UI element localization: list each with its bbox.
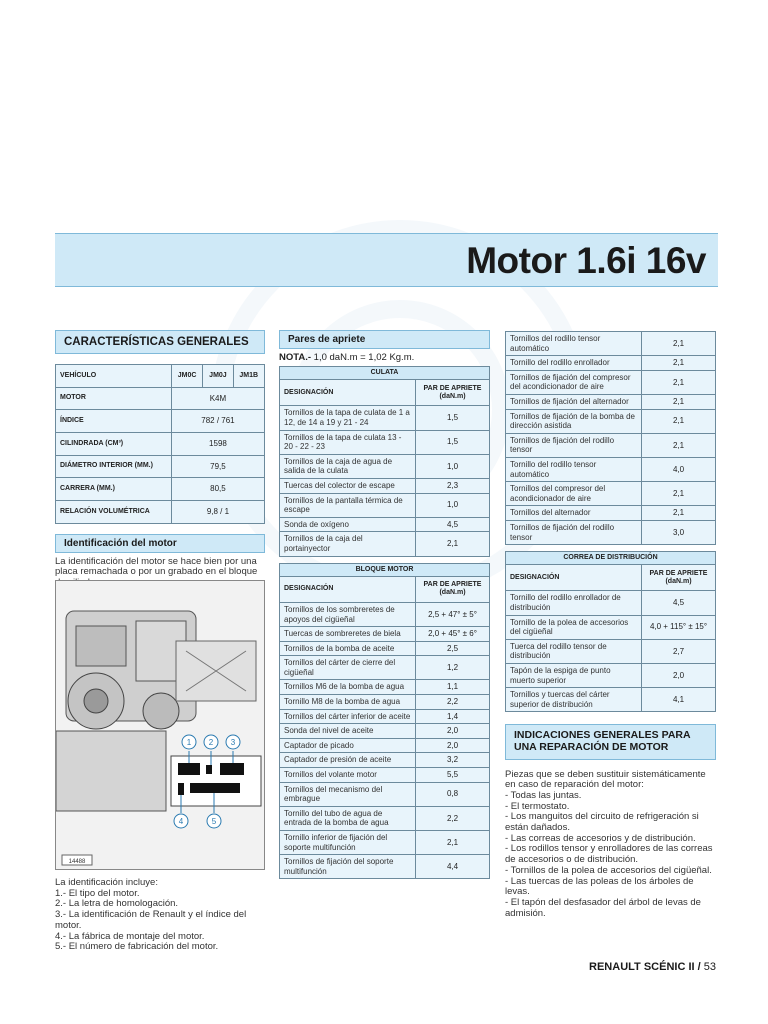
par-cell: 1,1: [416, 680, 490, 695]
par-cell: 2,5: [416, 641, 490, 656]
designacion-cell: Tornillos de la caja de agua de salida de la culata: [280, 454, 416, 478]
specs-table: [55, 364, 265, 524]
nota-text: 1,0 daN.m = 1,02 Kg.m.: [313, 352, 415, 363]
column-right: [505, 331, 716, 920]
identificacion-items: [55, 889, 267, 953]
table-row: [506, 688, 716, 712]
designacion-cell: Tornillo del rodillo enrollador de distribución: [506, 591, 642, 615]
specs-label: CILINDRADA (CM³): [56, 433, 172, 456]
designacion-cell: Tornillos del mecanismo del embrague: [280, 782, 416, 806]
pares-heading: Pares de apriete: [279, 330, 490, 349]
table-row: [280, 680, 490, 695]
identificacion-list-intro: La identificación incluye:: [55, 877, 158, 888]
designacion-cell: Captador de picado: [280, 738, 416, 753]
table-header-row: [506, 565, 716, 591]
list-item: - Los rodillos tensor y enrolladores de las correas de accesorios o de distribución.: [505, 843, 713, 866]
designacion-cell: Tuerca del rodillo tensor de distribución: [506, 639, 642, 663]
par-cell: 2,0: [642, 664, 716, 688]
table-row: [506, 615, 716, 639]
par-cell: 2,3: [416, 478, 490, 493]
table-caption-row: [280, 367, 490, 380]
culata-table: [279, 366, 490, 557]
par-cell: 3,2: [416, 753, 490, 768]
par-cell: 2,1: [642, 370, 716, 394]
table-row: [280, 806, 490, 830]
par-cell: 4,0: [642, 457, 716, 481]
par-cell: 4,5: [642, 591, 716, 615]
specs-row: [56, 387, 265, 410]
list-item: - El termostato.: [505, 800, 570, 812]
specs-header-col: JM0J: [203, 365, 233, 388]
specs-header-col: JM1B: [233, 365, 265, 388]
par-cell: 1,5: [416, 430, 490, 454]
designacion-cell: Tornillos del rodillo tensor automático: [506, 332, 642, 356]
table-caption: CORREA DE DISTRIBUCIÓN: [506, 552, 716, 565]
par-cell: 4,1: [642, 688, 716, 712]
designacion-cell: Tornillos de fijación del rodillo tensor: [506, 520, 642, 544]
par-cell: 2,7: [642, 639, 716, 663]
table-row: [280, 724, 490, 739]
table-header-row: [280, 380, 490, 406]
specs-value: 782 / 761: [171, 410, 264, 433]
designacion-cell: Tornillos de la tapa de culata de 1 a 12, de 14 a 19 y 21 - 24: [280, 406, 416, 430]
table-row: [506, 356, 716, 371]
table-row: [506, 639, 716, 663]
list-item: - Todas las juntas.: [505, 789, 582, 801]
column-left: [55, 330, 265, 589]
table-caption: BLOQUE MOTOR: [280, 563, 490, 576]
specs-label: RELACIÓN VOLUMÉTRICA: [56, 501, 172, 524]
list-item: - El tapón del desfasador del árbol de levas de admisión.: [505, 897, 701, 919]
designacion-cell: Tornillos de la pantalla térmica de escape: [280, 493, 416, 517]
par-cell: 0,8: [416, 782, 490, 806]
par-cell: 4,0 + 115° ± 15°: [642, 615, 716, 639]
callout-3: 3: [230, 738, 236, 747]
designacion-cell: Tornillos del alternador: [506, 506, 642, 521]
designacion-cell: Tornillos de fijación del rodillo tensor: [506, 433, 642, 457]
correa-table: [505, 551, 716, 712]
table-row: [280, 768, 490, 783]
par-cell: 2,1: [642, 356, 716, 371]
specs-row: [56, 433, 265, 456]
specs-row: [56, 501, 265, 524]
par-cell: 2,1: [642, 332, 716, 356]
designacion-cell: Tornillos y tuercas del cárter superior de distribución: [506, 688, 642, 712]
specs-value: 9,8 / 1: [171, 501, 264, 524]
designacion-cell: Tornillos de fijación del compresor del acondicionador de aire: [506, 370, 642, 394]
identificacion-list: [55, 878, 267, 953]
table-row: [280, 627, 490, 642]
table-row: [506, 433, 716, 457]
indicaciones-heading: INDICACIONES GENERALES PARA UNA REPARACIÓN DE MOTOR: [505, 724, 716, 759]
par-cell: 2,1: [642, 394, 716, 409]
specs-row: [56, 478, 265, 501]
table-row: [280, 753, 490, 768]
par-cell: 2,0: [416, 738, 490, 753]
par-cell: 3,0: [642, 520, 716, 544]
par-cell: 2,0: [416, 724, 490, 739]
col-designacion: DESIGNACIÓN: [506, 565, 642, 591]
par-cell: 4,5: [416, 517, 490, 532]
par-cell: 2,2: [416, 806, 490, 830]
col-par-apriete: PAR DE APRIETE (daN.m): [642, 565, 716, 591]
specs-label: MOTOR: [56, 387, 172, 410]
table-row: [280, 695, 490, 710]
designacion-cell: Tornillos de fijación de la bomba de dirección asistida: [506, 409, 642, 433]
designacion-cell: Captador de presión de aceite: [280, 753, 416, 768]
par-cell: 1,2: [416, 656, 490, 680]
specs-label: CARRERA (MM.): [56, 478, 172, 501]
designacion-cell: Tornillos de la caja del portainyector: [280, 532, 416, 556]
par-cell: 2,1: [416, 532, 490, 556]
accesorios-table: [505, 331, 716, 545]
bloque-table: [279, 563, 490, 880]
table-row: [280, 493, 490, 517]
table-row: [280, 656, 490, 680]
title-band: [55, 233, 718, 287]
designacion-cell: Tornillo de la polea de accesorios del cigüeñal: [506, 615, 642, 639]
designacion-cell: Tornillo M8 de la bomba de agua: [280, 695, 416, 710]
table-row: [506, 457, 716, 481]
table-row: [280, 517, 490, 532]
designacion-cell: Tornillos de fijación del soporte multifunción: [280, 855, 416, 879]
specs-label: DIÁMETRO INTERIOR (MM.): [56, 455, 172, 478]
designacion-cell: Tuercas de sombreretes de biela: [280, 627, 416, 642]
table-row: [506, 591, 716, 615]
par-cell: 1,4: [416, 709, 490, 724]
par-cell: 2,1: [642, 482, 716, 506]
table-row: [506, 394, 716, 409]
table-row: [506, 409, 716, 433]
list-item: 3.- La identificación de Renault y el índice del motor.: [55, 909, 247, 931]
list-item: 4.- La fábrica de montaje del motor.: [55, 930, 205, 942]
list-item: 5.- El número de fabricación del motor.: [55, 941, 219, 953]
footer-brand: RENAULT SCÉNIC II: [589, 961, 695, 973]
specs-header-row: [56, 365, 265, 388]
specs-header-col: JM0C: [171, 365, 202, 388]
caracteristicas-heading: CARACTERÍSTICAS GENERALES: [55, 330, 265, 354]
callout-5: 5: [211, 817, 217, 826]
table-row: [506, 332, 716, 356]
par-cell: 4,4: [416, 855, 490, 879]
designacion-cell: Tornillos del cárter de cierre del cigüeñal: [280, 656, 416, 680]
par-cell: 5,5: [416, 768, 490, 783]
designacion-cell: Sonda de oxígeno: [280, 517, 416, 532]
nota-label: NOTA.-: [279, 352, 312, 363]
designacion-cell: Tornillo del rodillo enrollador: [506, 356, 642, 371]
col-par-apriete: PAR DE APRIETE (daN.m): [416, 380, 490, 406]
list-item: - Los manguitos del circuito de refrigeración si están dañados.: [505, 811, 699, 833]
table-row: [506, 520, 716, 544]
identificacion-intro: La identificación del motor se hace bien por una placa remachada o por un grabado en el bloque: [55, 555, 258, 578]
specs-value: K4M: [171, 387, 264, 410]
par-cell: 1,0: [416, 454, 490, 478]
par-cell: 2,1: [642, 409, 716, 433]
table-row: [280, 709, 490, 724]
par-cell: 2,2: [416, 695, 490, 710]
specs-row: [56, 410, 265, 433]
designacion-cell: Tornillos del volante motor: [280, 768, 416, 783]
specs-row: [56, 455, 265, 478]
table-caption-row: [280, 563, 490, 576]
designacion-cell: Tornillos de fijación del alternador: [506, 394, 642, 409]
designacion-cell: Tornillos de la bomba de aceite: [280, 641, 416, 656]
engine-diagram: [55, 580, 265, 870]
table-row: [280, 831, 490, 855]
indicaciones-intro: Piezas que se deben sustituir sistemáticamente en caso de reparación del motor:: [505, 768, 706, 791]
indicaciones-items: [505, 791, 716, 920]
table-row: [506, 506, 716, 521]
designacion-cell: Tornillos M6 de la bomba de agua: [280, 680, 416, 695]
designacion-cell: Tornillo del tubo de agua de entrada de la bomba de agua: [280, 806, 416, 830]
designacion-cell: Sonda del nivel de aceite: [280, 724, 416, 739]
table-row: [280, 532, 490, 556]
designacion-cell: Tornillo del rodillo tensor automático: [506, 457, 642, 481]
callout-2: 2: [208, 738, 214, 747]
designacion-cell: Tornillos de los sombreretes de apoyos del cigüeñal: [280, 602, 416, 626]
designacion-cell: Tornillos de la tapa de culata 13 - 20 - 22 - 23: [280, 430, 416, 454]
list-item: 1.- El tipo del motor.: [55, 887, 140, 899]
designacion-cell: Tornillos del compresor del acondicionador de aire: [506, 482, 642, 506]
table-row: [280, 782, 490, 806]
table-row: [280, 406, 490, 430]
table-row: [506, 370, 716, 394]
table-caption-row: [506, 552, 716, 565]
par-cell: 1,5: [416, 406, 490, 430]
col-par-apriete: PAR DE APRIETE (daN.m): [416, 576, 490, 602]
specs-value: 79,5: [171, 455, 264, 478]
col-designacion: DESIGNACIÓN: [280, 380, 416, 406]
list-item: - Tornillos de la polea de accesorios del cigüeñal.: [505, 864, 712, 876]
column-middle: [279, 330, 490, 879]
designacion-cell: Tapón de la espiga de punto muerto superior: [506, 664, 642, 688]
designacion-cell: Tornillos del cárter inferior de aceite: [280, 709, 416, 724]
specs-header-label: VEHÍCULO: [56, 365, 172, 388]
par-cell: 2,1: [642, 433, 716, 457]
table-row: [280, 602, 490, 626]
par-cell: 2,5 + 47° ± 5°: [416, 602, 490, 626]
col-designacion: DESIGNACIÓN: [280, 576, 416, 602]
list-item: - Las tuercas de las poleas de los árboles de levas.: [505, 875, 694, 898]
footer-sep: /: [697, 961, 701, 973]
par-cell: 2,1: [416, 831, 490, 855]
par-cell: 2,0 + 45° ± 6°: [416, 627, 490, 642]
table-header-row: [280, 576, 490, 602]
designacion-cell: Tuercas del colector de escape: [280, 478, 416, 493]
specs-value: 1598: [171, 433, 264, 456]
table-row: [506, 482, 716, 506]
engine-illustration: [56, 581, 265, 870]
table-row: [506, 664, 716, 688]
designacion-cell: Tornillo inferior de fijación del soporte multifunción: [280, 831, 416, 855]
callout-4: 4: [178, 817, 184, 826]
list-item: 2.- La letra de homologación.: [55, 898, 179, 910]
par-cell: 1,0: [416, 493, 490, 517]
specs-value: 80,5: [171, 478, 264, 501]
footer: [589, 961, 716, 973]
specs-label: ÍNDICE: [56, 410, 172, 433]
nota: [279, 349, 490, 366]
page-title: Motor 1.6i 16v: [466, 240, 706, 281]
par-cell: 2,1: [642, 506, 716, 521]
identificacion-heading: Identificación del motor: [55, 534, 265, 553]
callout-1: 1: [186, 738, 192, 747]
figure-ref: 14488: [68, 859, 86, 865]
table-row: [280, 855, 490, 879]
table-row: [280, 430, 490, 454]
table-caption: CULATA: [280, 367, 490, 380]
table-row: [280, 738, 490, 753]
table-row: [280, 641, 490, 656]
table-row: [280, 478, 490, 493]
table-row: [280, 454, 490, 478]
footer-page: 53: [703, 961, 716, 973]
list-item: - Las correas de accesorios y de distribución.: [505, 832, 696, 844]
